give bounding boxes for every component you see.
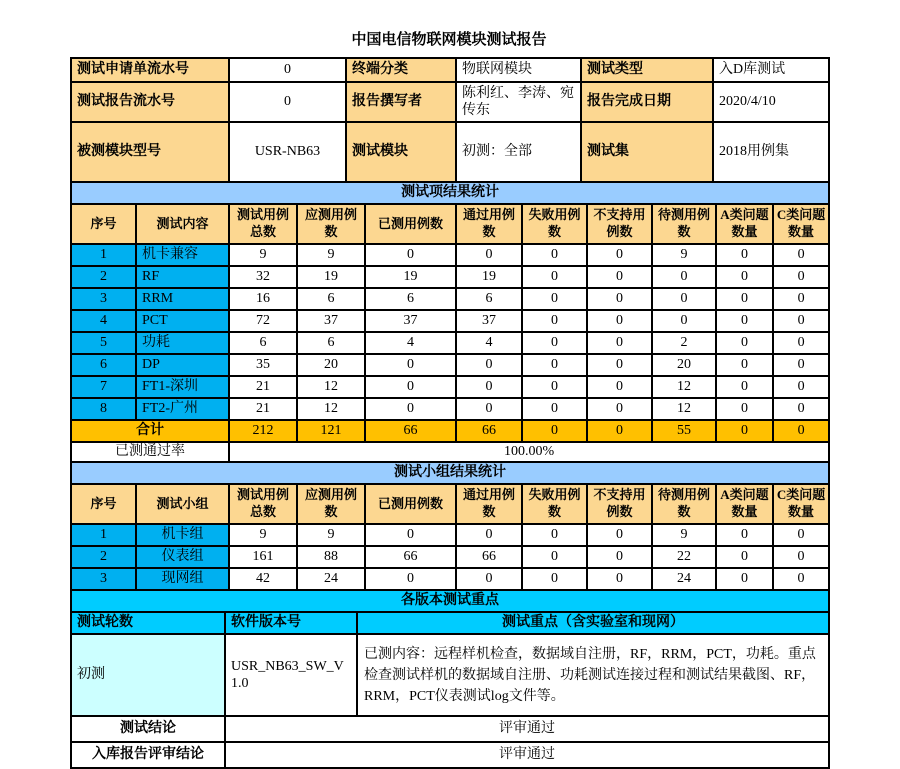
stats-cell: 0 bbox=[716, 288, 773, 310]
stats-cell: 0 bbox=[587, 354, 652, 376]
stats-cell: 4 bbox=[456, 332, 522, 354]
stats-cell: 6 bbox=[297, 288, 365, 310]
group-cell: 66 bbox=[456, 546, 522, 568]
stats-table bbox=[70, 181, 830, 463]
stats-cell: 0 bbox=[773, 398, 829, 420]
group-cell: 161 bbox=[229, 546, 297, 568]
total-cell: 0 bbox=[716, 420, 773, 442]
stats-header-cell: 不支持用例数 bbox=[587, 204, 652, 244]
groups-header-cell: C类问题数量 bbox=[773, 484, 829, 524]
stats-cell: 0 bbox=[456, 244, 522, 266]
stats-cell: 0 bbox=[587, 266, 652, 288]
row-group: 仪表组 bbox=[136, 546, 229, 568]
table-row bbox=[71, 546, 829, 568]
table-row bbox=[71, 354, 829, 376]
stats-cell: 2 bbox=[652, 332, 716, 354]
info-value-test-module: 初测：全部 bbox=[456, 122, 581, 182]
stats-cell: 0 bbox=[716, 354, 773, 376]
stats-cell: 37 bbox=[297, 310, 365, 332]
stats-cell: 0 bbox=[773, 310, 829, 332]
row-index: 8 bbox=[71, 398, 136, 420]
group-cell: 0 bbox=[773, 546, 829, 568]
stats-cell: 0 bbox=[522, 398, 587, 420]
group-cell: 9 bbox=[652, 524, 716, 546]
stats-header-cell: 测试内容 bbox=[136, 204, 229, 244]
stats-cell: 0 bbox=[522, 244, 587, 266]
row-group: 现网组 bbox=[136, 568, 229, 590]
stats-cell: 72 bbox=[229, 310, 297, 332]
stats-cell: 6 bbox=[365, 288, 456, 310]
stats-cell: 0 bbox=[587, 376, 652, 398]
stats-cell: 19 bbox=[365, 266, 456, 288]
total-cell: 212 bbox=[229, 420, 297, 442]
group-cell: 0 bbox=[365, 524, 456, 546]
stats-cell: 0 bbox=[716, 376, 773, 398]
stats-cell: 35 bbox=[229, 354, 297, 376]
conclusion-row bbox=[71, 742, 829, 768]
group-cell: 66 bbox=[365, 546, 456, 568]
stats-cell: 0 bbox=[716, 244, 773, 266]
stats-cell: 0 bbox=[587, 398, 652, 420]
row-index: 6 bbox=[71, 354, 136, 376]
conclusion-table bbox=[70, 715, 830, 769]
info-value-test-type: 入D库测试 bbox=[713, 58, 829, 82]
table-row bbox=[71, 244, 829, 266]
stats-header-cell: 通过用例数 bbox=[456, 204, 522, 244]
page-title: 中国电信物联网模块测试报告 bbox=[351, 32, 547, 48]
stats-cell: 0 bbox=[456, 398, 522, 420]
group-cell: 0 bbox=[716, 524, 773, 546]
stats-cell: 0 bbox=[365, 376, 456, 398]
group-cell: 24 bbox=[297, 568, 365, 590]
group-cell: 0 bbox=[522, 568, 587, 590]
info-label-finish-date: 报告完成日期 bbox=[581, 82, 713, 122]
group-cell: 0 bbox=[587, 524, 652, 546]
stats-cell: 0 bbox=[522, 332, 587, 354]
group-cell: 0 bbox=[365, 568, 456, 590]
focus-round-value: 初测 bbox=[71, 634, 225, 716]
table-row bbox=[71, 310, 829, 332]
stats-header-cell: 失败用例数 bbox=[522, 204, 587, 244]
row-category: 机卡兼容 bbox=[136, 244, 229, 266]
row-category: RRM bbox=[136, 288, 229, 310]
group-cell: 0 bbox=[716, 568, 773, 590]
focus-detail-value: 已测内容：远程样机检查，数据域自注册，RF，RRM，PCT，功耗。重点检查测试样机的数据域自注册、功耗测试连接过程和测试结果截图、RF，RRM，PCT仪表测试log文件等。 bbox=[357, 634, 829, 716]
groups-header-cell: 已测用例数 bbox=[365, 484, 456, 524]
stats-header-cell: 待测用例数 bbox=[652, 204, 716, 244]
groups-header-cell: 应测用例数 bbox=[297, 484, 365, 524]
review-conclusion-value: 评审通过 bbox=[225, 742, 829, 768]
groups-header-cell: 通过用例数 bbox=[456, 484, 522, 524]
stats-cell: 37 bbox=[456, 310, 522, 332]
group-cell: 0 bbox=[716, 546, 773, 568]
info-value-report-no: 0 bbox=[229, 82, 346, 122]
stats-cell: 12 bbox=[652, 398, 716, 420]
row-index: 2 bbox=[71, 546, 136, 568]
info-value-author: 陈利红、李涛、宛传东 bbox=[456, 82, 581, 122]
focus-section-title: 各版本测试重点 bbox=[71, 590, 829, 612]
stats-cell: 12 bbox=[297, 398, 365, 420]
info-row bbox=[71, 122, 829, 182]
stats-header-cell: A类问题数量 bbox=[716, 204, 773, 244]
stats-cell: 0 bbox=[773, 354, 829, 376]
stats-cell: 0 bbox=[652, 310, 716, 332]
pass-rate-value: 100.00% bbox=[229, 442, 829, 462]
info-label-terminal-class: 终端分类 bbox=[346, 58, 456, 82]
info-table bbox=[70, 57, 830, 183]
stats-cell: 0 bbox=[587, 310, 652, 332]
group-cell: 88 bbox=[297, 546, 365, 568]
stats-cell: 0 bbox=[773, 376, 829, 398]
table-row bbox=[71, 568, 829, 590]
group-cell: 9 bbox=[229, 524, 297, 546]
stats-section-title: 测试项结果统计 bbox=[71, 182, 829, 204]
groups-header-cell: 测试小组 bbox=[136, 484, 229, 524]
table-row bbox=[71, 288, 829, 310]
group-cell: 24 bbox=[652, 568, 716, 590]
row-category: FT1-深圳 bbox=[136, 376, 229, 398]
stats-cell: 0 bbox=[522, 288, 587, 310]
stats-cell: 9 bbox=[652, 244, 716, 266]
stats-cell: 12 bbox=[297, 376, 365, 398]
focus-header-row bbox=[71, 612, 829, 634]
stats-cell: 0 bbox=[365, 354, 456, 376]
row-category: RF bbox=[136, 266, 229, 288]
info-row bbox=[71, 58, 829, 82]
stats-cell: 19 bbox=[456, 266, 522, 288]
stats-cell: 0 bbox=[365, 244, 456, 266]
stats-header-cell: 测试用例总数 bbox=[229, 204, 297, 244]
groups-table bbox=[70, 461, 830, 591]
stats-cell: 6 bbox=[229, 332, 297, 354]
row-category: DP bbox=[136, 354, 229, 376]
group-cell: 0 bbox=[522, 546, 587, 568]
table-row bbox=[71, 376, 829, 398]
info-label-report-no: 测试报告流水号 bbox=[71, 82, 229, 122]
conclusion-row bbox=[71, 716, 829, 742]
row-index: 5 bbox=[71, 332, 136, 354]
stats-cell: 0 bbox=[773, 244, 829, 266]
row-group: 机卡组 bbox=[136, 524, 229, 546]
info-label-author: 报告撰写者 bbox=[346, 82, 456, 122]
focus-table bbox=[70, 589, 830, 717]
group-cell: 9 bbox=[297, 524, 365, 546]
group-cell: 0 bbox=[773, 524, 829, 546]
stats-cell: 0 bbox=[716, 398, 773, 420]
pass-rate-row bbox=[71, 442, 829, 462]
total-label: 合计 bbox=[71, 420, 229, 442]
total-cell: 0 bbox=[522, 420, 587, 442]
row-index: 1 bbox=[71, 244, 136, 266]
info-label-module-model: 被测模块型号 bbox=[71, 122, 229, 182]
groups-header-row bbox=[71, 484, 829, 524]
info-value-test-set: 2018用例集 bbox=[713, 122, 829, 182]
groups-header-cell: 序号 bbox=[71, 484, 136, 524]
focus-version-header: 软件版本号 bbox=[225, 612, 357, 634]
table-row bbox=[71, 398, 829, 420]
info-value-request-no: 0 bbox=[229, 58, 346, 82]
stats-cell: 16 bbox=[229, 288, 297, 310]
row-index: 3 bbox=[71, 288, 136, 310]
stats-cell: 0 bbox=[456, 376, 522, 398]
stats-cell: 9 bbox=[229, 244, 297, 266]
stats-cell: 0 bbox=[522, 266, 587, 288]
row-index: 3 bbox=[71, 568, 136, 590]
group-cell: 0 bbox=[456, 524, 522, 546]
stats-cell: 6 bbox=[297, 332, 365, 354]
stats-total-row bbox=[71, 420, 829, 442]
groups-header-cell: 待测用例数 bbox=[652, 484, 716, 524]
groups-section-row bbox=[71, 462, 829, 484]
stats-cell: 0 bbox=[587, 332, 652, 354]
info-value-finish-date: 2020/4/10 bbox=[713, 82, 829, 122]
group-cell: 42 bbox=[229, 568, 297, 590]
stats-cell: 0 bbox=[522, 310, 587, 332]
stats-header-cell: C类问题数量 bbox=[773, 204, 829, 244]
total-cell: 55 bbox=[652, 420, 716, 442]
table-row bbox=[71, 266, 829, 288]
info-label-test-module: 测试模块 bbox=[346, 122, 456, 182]
stats-cell: 0 bbox=[587, 288, 652, 310]
stats-cell: 0 bbox=[773, 332, 829, 354]
stats-cell: 0 bbox=[716, 266, 773, 288]
total-cell: 0 bbox=[587, 420, 652, 442]
test-conclusion-label: 测试结论 bbox=[71, 716, 225, 742]
stats-header-cell: 应测用例数 bbox=[297, 204, 365, 244]
stats-cell: 0 bbox=[716, 310, 773, 332]
review-conclusion-label: 入库报告评审结论 bbox=[71, 742, 225, 768]
stats-header-cell: 已测用例数 bbox=[365, 204, 456, 244]
row-index: 7 bbox=[71, 376, 136, 398]
stats-section-row bbox=[71, 182, 829, 204]
stats-cell: 0 bbox=[522, 376, 587, 398]
stats-cell: 32 bbox=[229, 266, 297, 288]
test-conclusion-value: 评审通过 bbox=[225, 716, 829, 742]
focus-version-value: USR_NB63_SW_V1.0 bbox=[225, 634, 357, 716]
stats-cell: 0 bbox=[773, 266, 829, 288]
group-cell: 0 bbox=[587, 568, 652, 590]
stats-cell: 0 bbox=[652, 266, 716, 288]
group-cell: 0 bbox=[456, 568, 522, 590]
row-index: 2 bbox=[71, 266, 136, 288]
row-category: FT2-广州 bbox=[136, 398, 229, 420]
info-value-module-model: USR-NB63 bbox=[229, 122, 346, 182]
info-label-request-no: 测试申请单流水号 bbox=[71, 58, 229, 82]
info-label-test-set: 测试集 bbox=[581, 122, 713, 182]
row-category: PCT bbox=[136, 310, 229, 332]
stats-cell: 0 bbox=[456, 354, 522, 376]
stats-cell: 21 bbox=[229, 398, 297, 420]
focus-detail-header: 测试重点（含实验室和现网） bbox=[357, 612, 829, 634]
stats-cell: 0 bbox=[522, 354, 587, 376]
stats-cell: 21 bbox=[229, 376, 297, 398]
stats-cell: 6 bbox=[456, 288, 522, 310]
table-row bbox=[71, 332, 829, 354]
focus-round-header: 测试轮数 bbox=[71, 612, 225, 634]
row-index: 4 bbox=[71, 310, 136, 332]
row-index: 1 bbox=[71, 524, 136, 546]
group-cell: 0 bbox=[773, 568, 829, 590]
stats-header-cell: 序号 bbox=[71, 204, 136, 244]
stats-cell: 19 bbox=[297, 266, 365, 288]
focus-section-row bbox=[71, 590, 829, 612]
groups-header-cell: A类问题数量 bbox=[716, 484, 773, 524]
group-cell: 22 bbox=[652, 546, 716, 568]
total-cell: 0 bbox=[773, 420, 829, 442]
groups-header-cell: 测试用例总数 bbox=[229, 484, 297, 524]
groups-section-title: 测试小组结果统计 bbox=[71, 462, 829, 484]
groups-header-cell: 失败用例数 bbox=[522, 484, 587, 524]
total-cell: 121 bbox=[297, 420, 365, 442]
stats-cell: 0 bbox=[716, 332, 773, 354]
group-cell: 0 bbox=[522, 524, 587, 546]
stats-cell: 0 bbox=[365, 398, 456, 420]
total-cell: 66 bbox=[365, 420, 456, 442]
row-category: 功耗 bbox=[136, 332, 229, 354]
stats-cell: 0 bbox=[652, 288, 716, 310]
pass-rate-label: 已测通过率 bbox=[71, 442, 229, 462]
groups-header-cell: 不支持用例数 bbox=[587, 484, 652, 524]
total-cell: 66 bbox=[456, 420, 522, 442]
stats-cell: 20 bbox=[297, 354, 365, 376]
stats-cell: 0 bbox=[773, 288, 829, 310]
info-label-test-type: 测试类型 bbox=[581, 58, 713, 82]
stats-header-row bbox=[71, 204, 829, 244]
group-cell: 0 bbox=[587, 546, 652, 568]
focus-content-row bbox=[71, 634, 829, 716]
stats-cell: 12 bbox=[652, 376, 716, 398]
stats-cell: 9 bbox=[297, 244, 365, 266]
stats-cell: 0 bbox=[587, 244, 652, 266]
stats-cell: 37 bbox=[365, 310, 456, 332]
stats-cell: 20 bbox=[652, 354, 716, 376]
info-value-terminal-class: 物联网模块 bbox=[456, 58, 581, 82]
info-row bbox=[71, 82, 829, 122]
stats-cell: 4 bbox=[365, 332, 456, 354]
table-row bbox=[71, 524, 829, 546]
